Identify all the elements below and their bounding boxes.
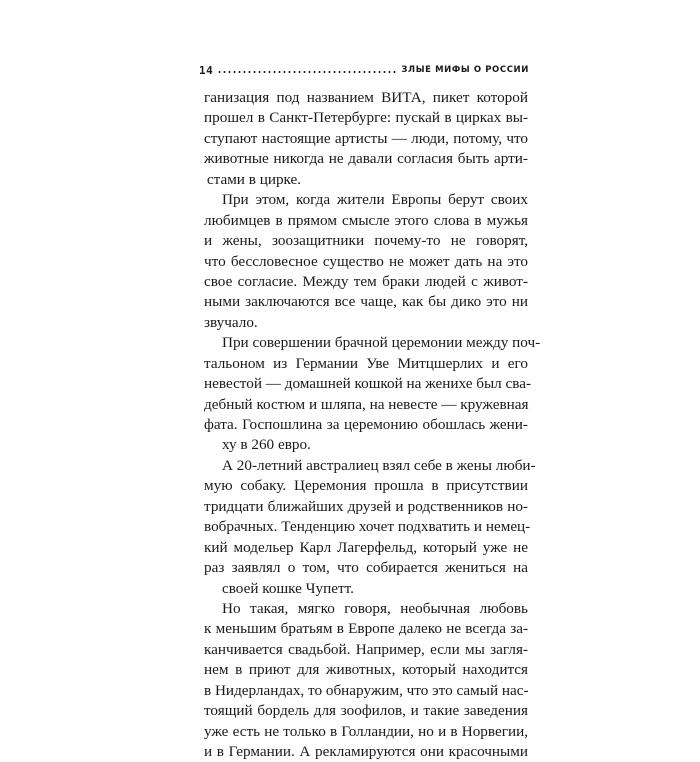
text-line: вобрачных. Тенденцию хочет подхватить и немец- bbox=[204, 518, 531, 536]
paragraph-5 bbox=[204, 599, 528, 762]
text-line: что бессловесное существо не может дать на это bbox=[204, 252, 528, 270]
running-head bbox=[199, 62, 529, 78]
text-line: кий модельер Карл Лагерфельд, который уже не bbox=[204, 538, 528, 556]
text-line: свое согласие. Между тем браки людей с живот- bbox=[204, 272, 528, 290]
text-line: в Нидерландах, то обнаружим, что это самый нас- bbox=[204, 681, 529, 699]
text-line: раз заявлял о том, что собирается жениться на bbox=[204, 559, 528, 577]
dot-leader bbox=[217, 71, 397, 73]
text-line: прошел в Санкт-Петербурге: пускай в цирках вы- bbox=[204, 109, 528, 127]
page-number: 14 bbox=[199, 63, 214, 77]
text-line: уже есть не только в Голландии, но и в Норвегии, bbox=[204, 722, 528, 740]
text-line: нем в приют для животных, который находится bbox=[204, 661, 528, 679]
paragraph-2 bbox=[204, 190, 528, 333]
text-line: тальоном из Германии Уве Митцшерлих и его bbox=[204, 354, 528, 372]
text-line: При совершении брачной церемонии между поч- bbox=[222, 334, 541, 352]
text-line: канчивается свадьбой. Например, если мы загля- bbox=[204, 640, 528, 658]
text-line: Но такая, мягко говоря, необычная любовь bbox=[222, 599, 528, 617]
text-line: ступают настоящие артисты — люди, потому, что bbox=[204, 129, 528, 147]
text-line: фата. Госпошлина за церемонию обошлась жени- bbox=[204, 416, 528, 433]
text-line: к меньшим братьям в Европе далеко не всегда за- bbox=[204, 620, 528, 638]
text-line: А 20-летний австралиец взял себе в жены люби- bbox=[222, 456, 536, 474]
text-line: своей кошке Чупетт. bbox=[222, 579, 354, 597]
body-text bbox=[204, 88, 541, 762]
text-line: тоящий бордель для зоофилов, и такие заведения bbox=[204, 702, 528, 720]
text-line: ными заключаются все чаще, как бы дико это ни bbox=[204, 293, 528, 311]
text-line: тридцати ближайших друзей и родственников но- bbox=[204, 497, 528, 515]
text-line: стами в цирке. bbox=[206, 170, 302, 188]
text-line: звучало. bbox=[204, 313, 258, 331]
text-line: дебный костюм и шляпа, на невесте — кружевная bbox=[204, 395, 529, 413]
text-line: и жены, зоозащитники почему-то не говорят, bbox=[204, 232, 528, 250]
paragraph-3 bbox=[204, 333, 541, 456]
text-line: ху в 260 евро. bbox=[222, 436, 311, 454]
text-line: животные никогда не давали согласия быть арти- bbox=[204, 150, 528, 168]
text-line: ганизация под названием ВИТА, пикет которой bbox=[204, 89, 528, 106]
text-line: невестой — домашней кошкой на женихе был сва- bbox=[204, 375, 532, 393]
text-line: любимцев в прямом смысле этого слова в мужья bbox=[204, 211, 528, 229]
paragraph-1 bbox=[204, 88, 528, 190]
text-line: При этом, когда жители Европы берут своих bbox=[222, 191, 528, 209]
text-line: мую собаку. Церемония прошла в присутствии bbox=[204, 477, 528, 495]
running-title: ЗЛЫЕ МИФЫ О РОССИИ bbox=[401, 65, 529, 75]
paragraph-4 bbox=[204, 456, 536, 599]
text-line: и в Германии. А рекламируются они красочными bbox=[204, 743, 528, 760]
